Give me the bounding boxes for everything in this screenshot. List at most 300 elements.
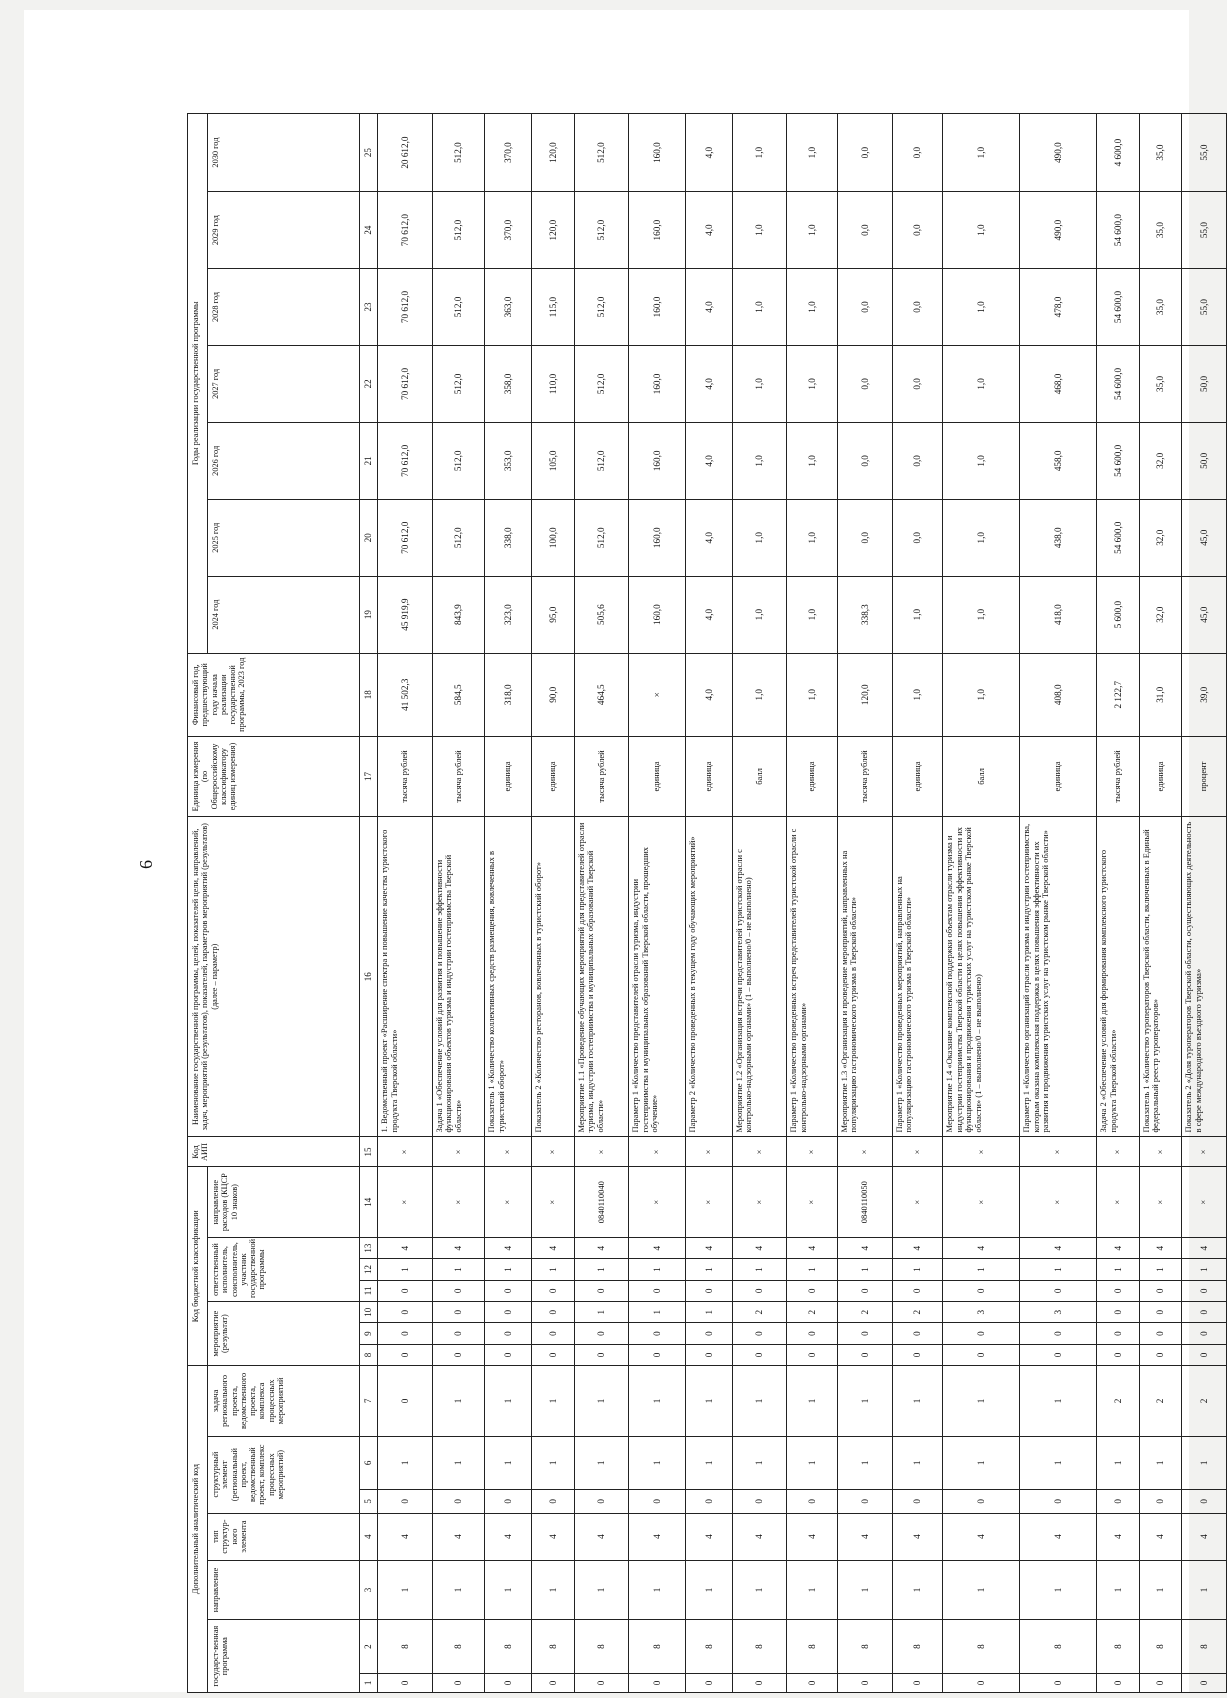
year-value: 338,3: [837, 576, 892, 653]
fin-year-value: 1,0: [892, 653, 943, 736]
code-digit: 0: [531, 1673, 574, 1692]
unit-cell: балл: [732, 736, 787, 816]
code-digit: 8: [892, 1620, 943, 1673]
code-digit: 4: [732, 1513, 787, 1560]
fin-year-value: 464,5: [574, 653, 629, 736]
code-digit: 1: [629, 1560, 686, 1620]
code-digit: 0: [943, 1323, 1020, 1344]
header-name: Наименование государственной программы, целей, показателей цели, направлений, задач, мероприятий (результатов), показателей, параметров мероприятий (результатов) (далее – параметр): [188, 817, 360, 1137]
code-digit: 0: [943, 1490, 1020, 1514]
fin-year-value: 1,0: [787, 653, 838, 736]
table-row: [1020, 114, 1097, 1693]
code-digit: 1: [1139, 1436, 1182, 1489]
year-value: 4,0: [685, 422, 732, 499]
code-digit: 0: [892, 1323, 943, 1344]
year-value: 1,0: [732, 192, 787, 269]
code-digit: 1: [1182, 1436, 1227, 1489]
code-digit: 0: [1020, 1673, 1097, 1692]
code-digit: 0: [1182, 1344, 1227, 1365]
code-digit: 0: [574, 1323, 629, 1344]
column-number: 5: [360, 1490, 378, 1514]
year-value: 0,0: [892, 192, 943, 269]
code-digit: 1: [892, 1560, 943, 1620]
header-2025: 2025 год: [208, 499, 360, 576]
year-value: 160,0: [629, 192, 686, 269]
year-value: 32,0: [1139, 422, 1182, 499]
year-value: 512,0: [574, 192, 629, 269]
year-value: 5 600,0: [1097, 576, 1140, 653]
year-value: 0,0: [837, 345, 892, 422]
unit-cell: единица: [629, 736, 686, 816]
header-element-type: тип структур-ного элемента: [208, 1513, 360, 1560]
expense-direction-code: 0840110040: [574, 1167, 629, 1238]
code-digit: 0: [892, 1344, 943, 1365]
year-value: 1,0: [732, 114, 787, 192]
year-value: 512,0: [574, 422, 629, 499]
code-digit: 8: [787, 1620, 838, 1673]
aip-code: ×: [531, 1137, 574, 1167]
year-value: 353,0: [485, 422, 532, 499]
year-value: 0,0: [892, 114, 943, 192]
code-digit: 8: [732, 1620, 787, 1673]
code-digit: 0: [432, 1344, 485, 1365]
code-digit: 0: [1139, 1344, 1182, 1365]
code-digit: 8: [1097, 1620, 1140, 1673]
expense-direction-code: ×: [531, 1167, 574, 1238]
year-value: 512,0: [432, 499, 485, 576]
year-value: 1,0: [787, 269, 838, 346]
code-digit: 4: [432, 1513, 485, 1560]
year-value: 512,0: [574, 114, 629, 192]
code-digit: 1: [837, 1560, 892, 1620]
year-value: 0,0: [837, 269, 892, 346]
year-value: 358,0: [485, 345, 532, 422]
code-digit: 1: [485, 1436, 532, 1489]
code-digit: 0: [378, 1302, 433, 1323]
code-digit: 0: [787, 1344, 838, 1365]
header-2027: 2027 год: [208, 345, 360, 422]
code-digit: 0: [531, 1302, 574, 1323]
year-value: 512,0: [432, 269, 485, 346]
column-number: 7: [360, 1366, 378, 1437]
code-digit: 1: [531, 1560, 574, 1620]
code-digit: 1: [1020, 1259, 1097, 1280]
code-digit: 1: [1182, 1560, 1227, 1620]
year-value: 105,0: [531, 422, 574, 499]
year-value: 323,0: [485, 576, 532, 653]
year-value: 50,0: [1182, 345, 1227, 422]
code-digit: 1: [378, 1560, 433, 1620]
code-digit: 1: [732, 1560, 787, 1620]
year-value: 1,0: [943, 345, 1020, 422]
code-digit: 1: [837, 1366, 892, 1437]
code-digit: 1: [787, 1259, 838, 1280]
aip-code: ×: [685, 1137, 732, 1167]
table-row: [1139, 114, 1182, 1693]
code-digit: 2: [1139, 1366, 1182, 1437]
code-digit: 1: [574, 1366, 629, 1437]
code-digit: 0: [378, 1490, 433, 1514]
code-digit: 0: [685, 1344, 732, 1365]
code-digit: 0: [787, 1323, 838, 1344]
code-digit: 0: [574, 1280, 629, 1301]
code-digit: 2: [787, 1302, 838, 1323]
column-number: 6: [360, 1436, 378, 1489]
program-table: [187, 113, 1227, 1693]
code-digit: 0: [485, 1673, 532, 1692]
code-digit: 1: [787, 1436, 838, 1489]
code-digit: 0: [432, 1323, 485, 1344]
column-number: 9: [360, 1323, 378, 1344]
year-value: 32,0: [1139, 576, 1182, 653]
code-digit: 0: [1139, 1673, 1182, 1692]
code-digit: 0: [1182, 1490, 1227, 1514]
code-digit: 1: [685, 1560, 732, 1620]
table-row: [732, 114, 787, 1693]
fin-year-value: 2 122,7: [1097, 653, 1140, 736]
year-value: 115,0: [531, 269, 574, 346]
year-value: 0,0: [837, 499, 892, 576]
year-value: 100,0: [531, 499, 574, 576]
code-digit: 1: [892, 1259, 943, 1280]
code-digit: 0: [943, 1344, 1020, 1365]
code-digit: 1: [1020, 1436, 1097, 1489]
expense-direction-code: ×: [1139, 1167, 1182, 1238]
code-digit: 8: [629, 1620, 686, 1673]
column-number: 10: [360, 1302, 378, 1323]
year-value: 1,0: [787, 192, 838, 269]
code-digit: 0: [732, 1490, 787, 1514]
column-number: 15: [360, 1137, 378, 1167]
year-value: 45 919,9: [378, 576, 433, 653]
aip-code: ×: [574, 1137, 629, 1167]
year-value: 843,9: [432, 576, 485, 653]
code-digit: 1: [787, 1366, 838, 1437]
column-number: 13: [360, 1237, 378, 1258]
unit-cell: тысяча рублей: [837, 736, 892, 816]
year-value: 54 600,0: [1097, 422, 1140, 499]
code-digit: 0: [531, 1323, 574, 1344]
page-number: 6: [136, 860, 156, 869]
code-digit: 0: [685, 1323, 732, 1344]
column-number: 12: [360, 1259, 378, 1280]
year-value: 4,0: [685, 269, 732, 346]
code-digit: 2: [1182, 1366, 1227, 1437]
column-number-row: [360, 114, 378, 1693]
code-digit: 1: [943, 1436, 1020, 1489]
column-number: 17: [360, 736, 378, 816]
header-2024: 2024 год: [208, 576, 360, 653]
code-digit: 1: [685, 1302, 732, 1323]
year-value: 1,0: [892, 576, 943, 653]
item-description: Параметр 1 «Количество проведенных мероприятий, направленных на популяризацию гастрономического туризма в Тверской области»: [892, 817, 943, 1137]
code-digit: 0: [1097, 1490, 1140, 1514]
year-value: 0,0: [837, 192, 892, 269]
year-value: 505,6: [574, 576, 629, 653]
code-digit: 4: [1182, 1237, 1227, 1258]
code-digit: 2: [892, 1302, 943, 1323]
code-digit: 0: [432, 1490, 485, 1514]
code-digit: 0: [1097, 1344, 1140, 1365]
code-digit: 1: [732, 1436, 787, 1489]
code-digit: 1: [378, 1436, 433, 1489]
code-digit: 4: [531, 1513, 574, 1560]
code-digit: 0: [378, 1344, 433, 1365]
item-description: Показатель 2 «Доля туроператоров Тверской области, осуществляющих деятельность в сфере международного въездного туризма»: [1182, 817, 1227, 1137]
code-digit: 4: [378, 1237, 433, 1258]
code-digit: 0: [732, 1323, 787, 1344]
year-value: 70 612,0: [378, 192, 433, 269]
year-value: 70 612,0: [378, 345, 433, 422]
year-value: 1,0: [943, 269, 1020, 346]
code-digit: 4: [531, 1237, 574, 1258]
code-digit: 3: [1020, 1302, 1097, 1323]
code-digit: 4: [1020, 1513, 1097, 1560]
code-digit: 4: [685, 1237, 732, 1258]
column-number: 24: [360, 192, 378, 269]
aip-code: ×: [1139, 1137, 1182, 1167]
code-digit: 2: [732, 1302, 787, 1323]
header-2029: 2029 год: [208, 192, 360, 269]
code-digit: 1: [943, 1259, 1020, 1280]
year-value: 438,0: [1020, 499, 1097, 576]
code-digit: 0: [432, 1673, 485, 1692]
item-description: Мероприятие 1.1 «Проведение обучающих мероприятий для представителей отрасли туризма, индустрии гостеприимства и муниципальных образований Тверской области»: [574, 817, 629, 1137]
code-digit: 1: [1020, 1366, 1097, 1437]
header-2030: 2030 год: [208, 114, 360, 192]
code-digit: 0: [1020, 1323, 1097, 1344]
header-activity: мероприятие (результат): [208, 1302, 360, 1366]
year-value: 70 612,0: [378, 422, 433, 499]
unit-cell: тысяча рублей: [1097, 736, 1140, 816]
year-value: 55,0: [1182, 269, 1227, 346]
code-digit: 0: [378, 1280, 433, 1301]
expense-direction-code: ×: [1020, 1167, 1097, 1238]
unit-cell: тысяча рублей: [432, 736, 485, 816]
code-digit: 1: [574, 1560, 629, 1620]
code-digit: 8: [574, 1620, 629, 1673]
year-value: 160,0: [629, 269, 686, 346]
year-value: 35,0: [1139, 192, 1182, 269]
year-value: 20 612,0: [378, 114, 433, 192]
code-digit: 8: [531, 1620, 574, 1673]
code-digit: 4: [732, 1237, 787, 1258]
table-row: [685, 114, 732, 1693]
fin-year-value: 39,0: [1182, 653, 1227, 736]
code-digit: 4: [485, 1513, 532, 1560]
code-digit: 4: [1097, 1513, 1140, 1560]
year-value: 32,0: [1139, 499, 1182, 576]
year-value: 54 600,0: [1097, 499, 1140, 576]
year-value: 4,0: [685, 345, 732, 422]
code-digit: 0: [837, 1280, 892, 1301]
year-value: 35,0: [1139, 114, 1182, 192]
year-value: 512,0: [574, 499, 629, 576]
expense-direction-code: ×: [685, 1167, 732, 1238]
code-digit: 0: [531, 1344, 574, 1365]
expense-direction-code: ×: [892, 1167, 943, 1238]
year-value: 468,0: [1020, 345, 1097, 422]
code-digit: 0: [1182, 1280, 1227, 1301]
year-value: 35,0: [1139, 269, 1182, 346]
code-digit: 1: [629, 1302, 686, 1323]
unit-cell: единица: [531, 736, 574, 816]
year-value: 4,0: [685, 576, 732, 653]
aip-code: ×: [1182, 1137, 1227, 1167]
code-digit: 1: [685, 1366, 732, 1437]
code-digit: 1: [787, 1560, 838, 1620]
code-digit: 4: [1097, 1237, 1140, 1258]
code-digit: 8: [485, 1620, 532, 1673]
item-description: Показатель 1 «Количество коллективных средств размещения, вовлеченных в туристский оборот»: [485, 817, 532, 1137]
year-value: 160,0: [629, 422, 686, 499]
year-value: 512,0: [574, 269, 629, 346]
item-description: Показатель 2 «Количество ресторанов, вовлеченных в туристский оборот»: [531, 817, 574, 1137]
year-value: 1,0: [732, 345, 787, 422]
expense-direction-code: 0840110050: [837, 1167, 892, 1238]
table-row: [432, 114, 485, 1693]
year-value: 512,0: [432, 192, 485, 269]
code-digit: 4: [1139, 1237, 1182, 1258]
fin-year-value: 1,0: [943, 653, 1020, 736]
code-digit: 8: [685, 1620, 732, 1673]
code-digit: 1: [892, 1436, 943, 1489]
column-number: 11: [360, 1280, 378, 1301]
expense-direction-code: ×: [943, 1167, 1020, 1238]
code-digit: 8: [943, 1620, 1020, 1673]
header-fin-year: Финансовый год, предшествующий году начала реализации государственной программы, 2023 год: [188, 653, 360, 736]
year-value: 54 600,0: [1097, 345, 1140, 422]
item-description: Задача 1 «Обеспечение условий для развития и повышение эффективности функционирования объектов туризма и индустрии гостеприимства Тверской области»: [432, 817, 485, 1137]
column-number: 3: [360, 1560, 378, 1620]
year-value: 490,0: [1020, 114, 1097, 192]
fin-year-value: 584,5: [432, 653, 485, 736]
code-digit: 0: [732, 1280, 787, 1301]
code-digit: 0: [685, 1280, 732, 1301]
code-digit: 4: [574, 1237, 629, 1258]
code-digit: 0: [485, 1344, 532, 1365]
code-digit: 0: [378, 1366, 433, 1437]
year-value: 120,0: [531, 192, 574, 269]
item-description: Мероприятие 1.2 «Организация встречи представителей туристской отрасли с контрольно-надзорными органами» (1 – выполнено/0 – не выполнено): [732, 817, 787, 1137]
code-digit: 1: [531, 1436, 574, 1489]
year-value: 1,0: [787, 345, 838, 422]
header-2028: 2028 год: [208, 269, 360, 346]
year-value: 1,0: [732, 576, 787, 653]
code-digit: 4: [1182, 1513, 1227, 1560]
code-digit: 0: [485, 1280, 532, 1301]
table-row: [378, 114, 433, 1693]
header-direction: направление: [208, 1560, 360, 1620]
aip-code: ×: [943, 1137, 1020, 1167]
code-digit: 4: [485, 1237, 532, 1258]
fin-year-value: 318,0: [485, 653, 532, 736]
year-value: 512,0: [432, 422, 485, 499]
year-value: 160,0: [629, 576, 686, 653]
code-digit: 0: [1097, 1673, 1140, 1692]
code-digit: 4: [787, 1237, 838, 1258]
code-digit: 0: [787, 1490, 838, 1514]
code-digit: 0: [629, 1673, 686, 1692]
table-row: [1097, 114, 1140, 1693]
aip-code: ×: [629, 1137, 686, 1167]
year-value: 0,0: [837, 114, 892, 192]
code-digit: 1: [432, 1560, 485, 1620]
code-digit: 1: [574, 1259, 629, 1280]
header-gp: государст-венная программа: [208, 1620, 360, 1693]
code-digit: 4: [629, 1513, 686, 1560]
column-number: 21: [360, 422, 378, 499]
code-digit: 1: [1097, 1259, 1140, 1280]
table-row: [574, 114, 629, 1693]
code-digit: 0: [892, 1280, 943, 1301]
code-digit: 1: [1182, 1259, 1227, 1280]
year-value: 418,0: [1020, 576, 1097, 653]
code-digit: 0: [378, 1323, 433, 1344]
header-unit: Единица измерения (по Общероссийскому классификатору единиц измерения): [188, 736, 360, 816]
aip-code: ×: [378, 1137, 433, 1167]
column-number: 2: [360, 1620, 378, 1673]
code-digit: 0: [629, 1323, 686, 1344]
year-value: 370,0: [485, 192, 532, 269]
year-value: 120,0: [531, 114, 574, 192]
code-digit: 0: [837, 1673, 892, 1692]
code-digit: 8: [837, 1620, 892, 1673]
column-number: 14: [360, 1167, 378, 1238]
header-expense-direction: направление расходов (КЦСР 10 знаков): [208, 1167, 360, 1238]
code-digit: 1: [629, 1436, 686, 1489]
code-digit: 4: [892, 1513, 943, 1560]
code-digit: 1: [531, 1366, 574, 1437]
fin-year-value: 90,0: [531, 653, 574, 736]
year-value: 1,0: [943, 422, 1020, 499]
code-digit: 1: [1097, 1560, 1140, 1620]
unit-cell: балл: [943, 736, 1020, 816]
year-value: 1,0: [732, 499, 787, 576]
code-digit: 1: [685, 1259, 732, 1280]
table-row: [531, 114, 574, 1693]
code-digit: 0: [485, 1302, 532, 1323]
year-value: 4 600,0: [1097, 114, 1140, 192]
unit-cell: единица: [485, 736, 532, 816]
column-number: 18: [360, 653, 378, 736]
column-number: 8: [360, 1344, 378, 1365]
year-value: 4,0: [685, 114, 732, 192]
code-digit: 1: [1139, 1259, 1182, 1280]
code-digit: 1: [432, 1436, 485, 1489]
code-digit: 0: [485, 1490, 532, 1514]
column-number: 23: [360, 269, 378, 346]
item-description: Показатель 1 «Количество туроператоров Тверской области, включенных в Единый федеральный реестр туроператоров»: [1139, 817, 1182, 1137]
code-digit: 0: [1139, 1302, 1182, 1323]
code-digit: 0: [378, 1673, 433, 1692]
code-digit: 4: [378, 1513, 433, 1560]
year-value: 4,0: [685, 499, 732, 576]
fin-year-value: 41 502,3: [378, 653, 433, 736]
item-description: Параметр 1 «Количество организаций отрасли туризма и индустрии гостеприимства, которым оказана комплексная поддержка в целях повышения эффективности их развития и продвижения туристских услуг на туристском рынке Тверской области»: [1020, 817, 1097, 1137]
year-value: 95,0: [531, 576, 574, 653]
code-digit: 4: [1139, 1513, 1182, 1560]
code-digit: 4: [629, 1237, 686, 1258]
code-digit: 1: [943, 1366, 1020, 1437]
code-digit: 8: [378, 1620, 433, 1673]
code-digit: 0: [1020, 1490, 1097, 1514]
code-digit: 0: [685, 1673, 732, 1692]
code-digit: 8: [1020, 1620, 1097, 1673]
code-digit: 1: [485, 1366, 532, 1437]
year-value: 1,0: [787, 114, 838, 192]
header-aip: Код АИП: [188, 1137, 360, 1167]
